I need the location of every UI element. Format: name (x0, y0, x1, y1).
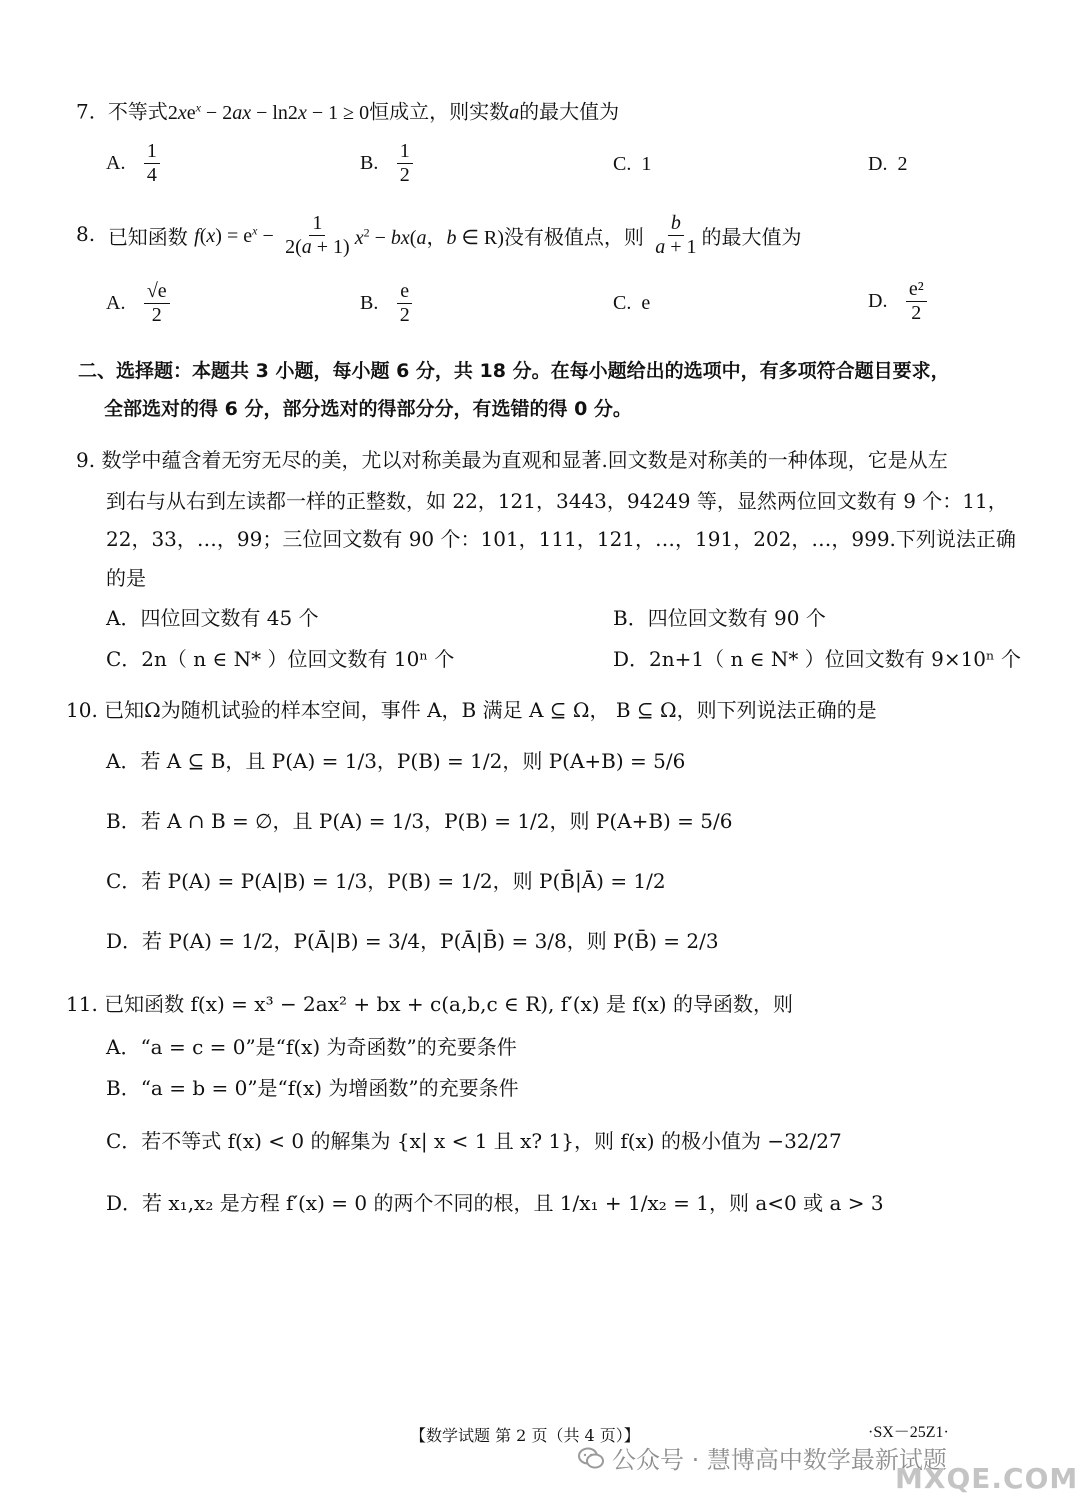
section-2-instructions-line2: 全部选对的得 6 分，部分选对的得部分分，有选错的得 0 分。 (104, 398, 632, 420)
question-8-option-d[interactable]: D. $\frac{\text{e²}}{2}$ (868, 278, 929, 325)
wechat-icon (578, 1447, 604, 1469)
question-10-number: 10. (66, 698, 98, 722)
wechat-badge (578, 1440, 947, 1475)
question-10-stem: 10. 已知Ω为随机试验的样本空间，事件 A，B 满足 A ⊆ Ω， B ⊆ Ω，则下列说法正确的是 (66, 698, 877, 722)
question-11-option-d[interactable]: D．若 x₁,x₂ 是方程 f′(x) = 0 的两个不同的根，且 1/x₁ + 1/x₂ = 1，则 a<0 或 a > 3 (106, 1191, 884, 1215)
question-8-number: 8. (76, 222, 96, 246)
question-9-option-c[interactable]: C．2n（ n ∈ N* ）位回文数有 10ⁿ 个 (106, 647, 455, 671)
question-7-option-c[interactable]: C. 1 (613, 153, 652, 175)
question-7-option-d[interactable]: D. 2 (868, 153, 908, 175)
question-9-stem-line3: 22，33，…，99；三位回文数有 90 个：101，111，121，…，191，202，…，999.下列说法正确 (106, 527, 1016, 551)
question-8-option-b[interactable]: B. $\frac{e}{2}$ (360, 280, 415, 327)
question-8-option-a[interactable]: A. $\frac{√e}{2}$ (106, 280, 172, 327)
page-footer: 【数学试题 第 2 页（共 4 页）】 (410, 1426, 640, 1445)
question-11-number: 11. (66, 992, 98, 1016)
question-11-stem: 11. 已知函数 f(x) = x³ − 2ax² + bx + c(a,b,c ∈ R), f′(x) 是 f(x) 的导函数，则 (66, 992, 793, 1016)
question-7-stem: 7. 不等式$2xe^x - 2ax - \ln 2x - 1 \ge 0$恒成立，则实数a的最大值为 (76, 99, 620, 124)
question-10-option-a[interactable]: A．若 A ⊆ B，且 P(A) = 1/3，P(B) = 1/2，则 P(A+B) = 5/6 (106, 749, 686, 773)
question-7-number: 7. (76, 99, 96, 124)
question-9-number: 9. (76, 448, 96, 472)
section-2-instructions-line1: 二、选择题：本题共 3 小题，每小题 6 分，共 18 分。在每小题给出的选项中，有多项符合题目要求， (78, 360, 950, 382)
question-9-option-d[interactable]: D．2n+1（ n ∈ N* ）位回文数有 9×10ⁿ 个 (613, 647, 1022, 671)
wechat-account-label: 公众号 · 慧博高中数学最新试题 (612, 1446, 947, 1474)
question-10-option-d[interactable]: D．若 P(A) = 1/2，P(Ā|B) = 3/4，P(Ā|B̄) = 3/8，则 P(B̄) = 2/3 (106, 929, 719, 953)
question-10-option-b[interactable]: B．若 A ∩ B = ∅，且 P(A) = 1/3，P(B) = 1/2，则 P(A+B) = 5/6 (106, 809, 733, 833)
question-7-inequality: $2xe^x - 2ax - \ln 2x - 1 \ge 0$ (167, 100, 370, 124)
question-11-option-a[interactable]: A．“a = c = 0”是“f(x) 为奇函数”的充要条件 (106, 1035, 517, 1059)
question-10-option-c[interactable]: C．若 P(A) = P(A|B) = 1/3，P(B) = 1/2，则 P(B̄|Ā) = 1/2 (106, 869, 666, 893)
question-8-option-c[interactable]: C. e (613, 292, 651, 314)
question-9-stem-line1: 9. 数学中蕴含着无穷无尽的美，尤以对称美最为直观和显著.回文数是对称美的一种体现，它是从左 (76, 448, 948, 472)
question-7-option-b[interactable]: B. $\frac{1}{2}$ (360, 140, 415, 187)
question-9-stem-line4: 的是 (106, 566, 146, 590)
exam-code: ·SX－25Z1· (868, 1424, 949, 1441)
site-watermark: MXQE.COM (895, 1462, 1079, 1495)
question-8-stem: 8. 已知函数 $f(x) = e^x$ − $\frac{1}{2(a + 1)}$ $x^2 - bx(a$，b ∈ R)没有极值点，则 $\frac{b}{a + 1}$ 的最大值为 (76, 212, 802, 258)
question-9-option-b[interactable]: B．四位回文数有 90 个 (613, 606, 826, 630)
question-9-option-a[interactable]: A．四位回文数有 45 个 (106, 606, 319, 630)
question-9-stem-line2: 到右与从右到左读都一样的正整数，如 22，121，3443，94249 等，显然两位回文数有 9 个：11， (106, 489, 1008, 513)
question-11-option-c[interactable]: C．若不等式 f(x) < 0 的解集为 {x| x < 1 且 x? 1}，则 f(x) 的极小值为 −32/27 (106, 1129, 842, 1153)
question-11-option-b[interactable]: B．“a = b = 0”是“f(x) 为增函数”的充要条件 (106, 1076, 519, 1100)
question-7-option-a[interactable]: A. $\frac{1}{4}$ (106, 140, 162, 187)
